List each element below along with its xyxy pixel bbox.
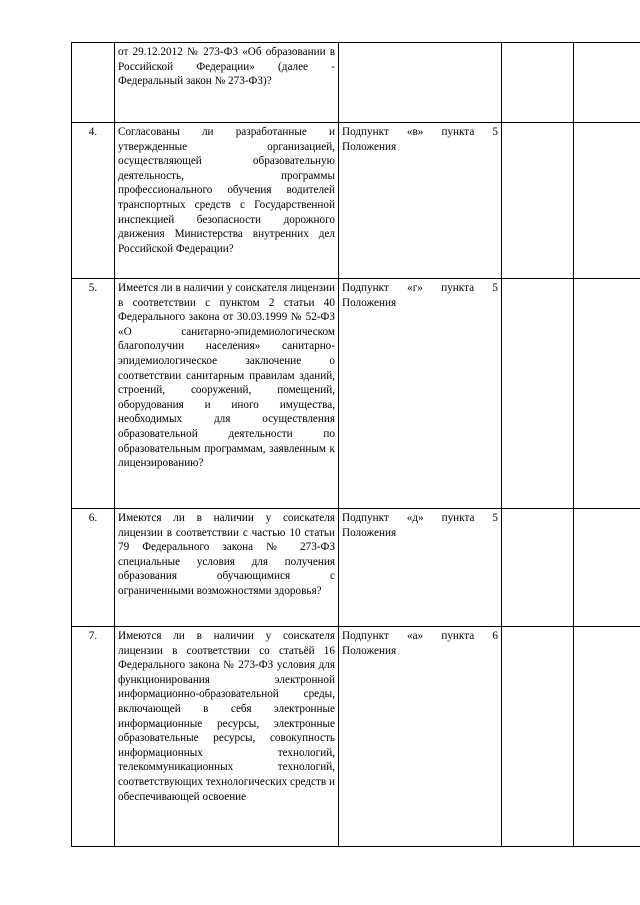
- row-number: 5.: [72, 279, 115, 509]
- row-number: 7.: [72, 627, 115, 847]
- note-cell: [574, 123, 640, 279]
- row-number: 4.: [72, 123, 115, 279]
- table-row: [72, 123, 640, 279]
- reference-text: Подпункт «д» пункта 5 Положения: [339, 509, 502, 627]
- answer-cell: [502, 43, 574, 123]
- reference-text: Подпункт «г» пункта 5 Положения: [339, 279, 502, 509]
- table-row: [72, 509, 640, 627]
- table-row: [72, 627, 640, 847]
- answer-cell: [502, 509, 574, 627]
- answer-cell: [502, 627, 574, 847]
- note-cell: [574, 43, 640, 123]
- row-number: [72, 43, 115, 123]
- question-text: Имеются ли в наличии у соискателя лицензии в соответствии с частью 10 статьи 79 Федерального закона № 273-ФЗ специальные условия для получения образования обучающимися с ограниченными возможностями здоровья?: [115, 509, 339, 627]
- question-text: Согласованы ли разработанные и утвержденные организацией, осуществляющей образовательную деятельность, программы профессионального обучения водителей транспортных средств с Государственной инспекцией безопасности дорожного движения Министерства внутренних дел Российской Федерации?: [115, 123, 339, 279]
- reference-text: Подпункт «а» пункта 6 Положения: [339, 627, 502, 847]
- table-row: [72, 279, 640, 509]
- row-number: 6.: [72, 509, 115, 627]
- reference-text: Подпункт «в» пункта 5 Положения: [339, 123, 502, 279]
- question-text: Имеются ли в наличии у соискателя лицензии в соответствии со статьёй 16 Федерального закона № 273-ФЗ условия для функционирования электронной информационно-образовательной среды, включающей в себя электронные информационные ресурсы, электронные образовательные ресурсы, совокупность информационных технологий, телекоммуникационных технологий, соответствующих технологических средств и обеспечивающей освоение: [115, 627, 339, 847]
- note-cell: [574, 509, 640, 627]
- question-text: от 29.12.2012 № 273-ФЗ «Об образовании в Российской Федерации» (далее - Федеральный закон № 273-ФЗ)?: [115, 43, 339, 123]
- answer-cell: [502, 279, 574, 509]
- question-text: Имеется ли в наличии у соискателя лицензии в соответствии с пунктом 2 статьи 40 Федерального закона от 30.03.1999 № 52-ФЗ «О санитарно-эпидемиологическом благополучии населения» санитарно-эпидемиологическое заключение о соответствии санитарным правилам зданий, строений, сооружений, помещений, оборудования и иного имущества, необходимых для осуществления образовательной деятельности по образовательным программам, заявленным к лицензированию?: [115, 279, 339, 509]
- checklist-table: [71, 42, 640, 847]
- note-cell: [574, 627, 640, 847]
- table-row: [72, 43, 640, 123]
- reference-text: [339, 43, 502, 123]
- answer-cell: [502, 123, 574, 279]
- note-cell: [574, 279, 640, 509]
